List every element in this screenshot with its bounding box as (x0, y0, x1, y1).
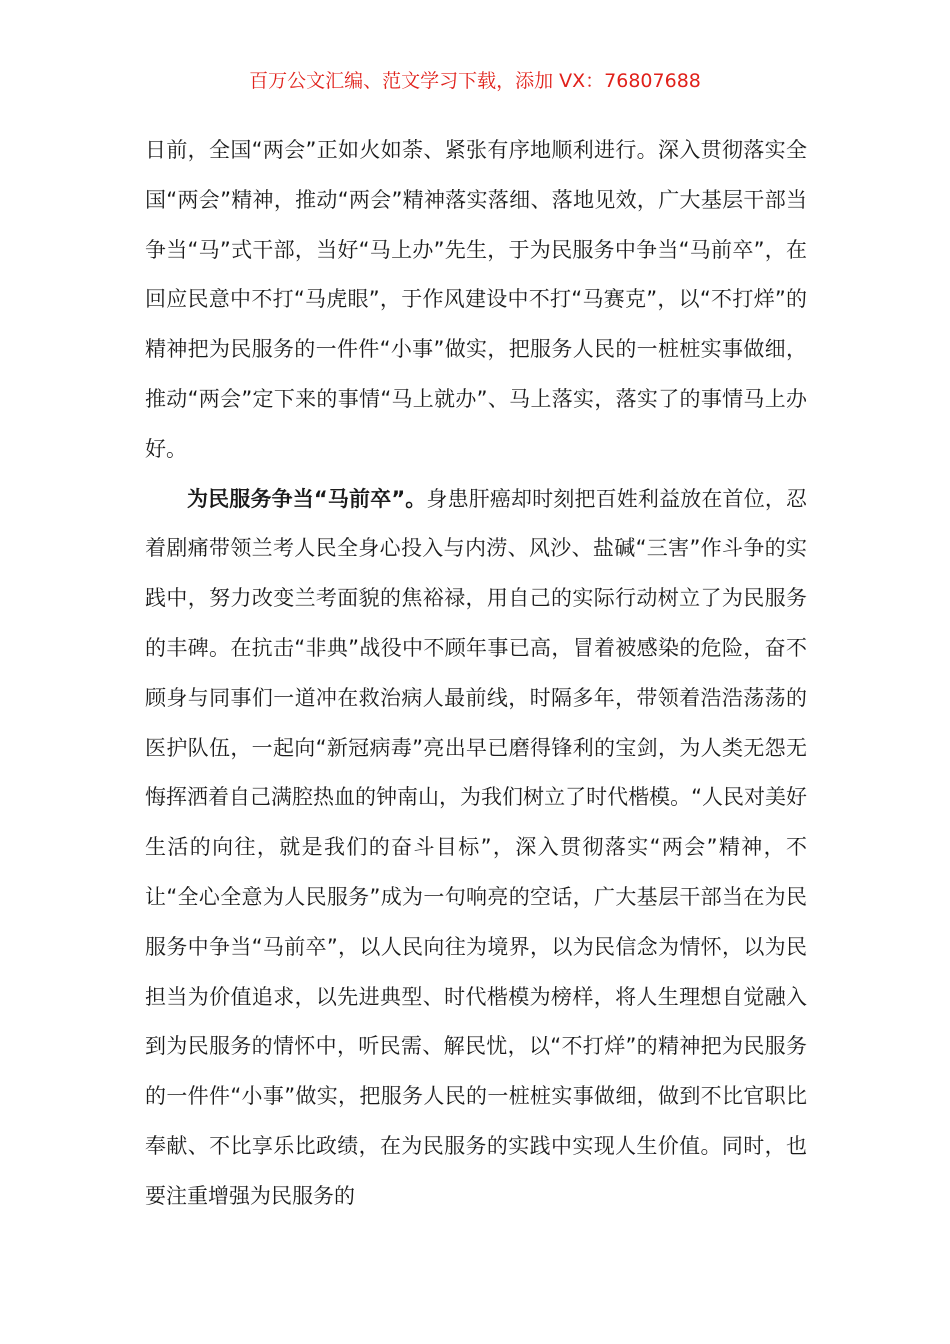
paragraph-service-text: 身患肝癌却时刻把百姓利益放在首位，忍着剧痛带领兰考人民全身心投入与内涝、风沙、盐碱“三害”作斗争的实践中，努力改变兰考面貌的焦裕禄，用自己的实际行动树立了为民服务的丰碑。在抗击“非典”战役中不顾年事已高，冒着被感染的危险，奋不顾身与同事们一道冲在救治病人最前线，时隔多年，带领着浩浩荡荡的医护队伍，一起向“新冠病毒”亮出早已磨得锋利的宝剑，为人类无怨无悔挥洒着自己满腔热血的钟南山，为我们树立了时代楷模。“人民对美好生活的向往，就是我们的奋斗目标”，深入贯彻落实“两会”精神，不让“全心全意为人民服务”成为一句响亮的空话，广大基层干部当在为民服务中争当“马前卒”，以人民向往为境界，以为民信念为情怀，以为民担当为价值追求，以先进典型、时代楷模为榜样，将人生理想自觉融入到为民服务的情怀中，听民需、解民忧，以“不打烊”的精神把为民服务的一件件“小事”做实，把服务人民的一桩桩实事做细，做到不比官职比奉献、不比享乐比政绩，在为民服务的实践中实现人生价值。同时，也要注重增强为民服务的 (145, 486, 807, 1208)
paragraph-service (145, 475, 807, 1222)
paragraph-service-heading: 为民服务争当“马前卒”。 (187, 486, 427, 511)
paragraph-intro (145, 126, 807, 475)
download-notice-header: 百万公文汇编、范文学习下载，添加 VX：76807688 (249, 70, 701, 92)
paragraph-intro-text: 日前，全国“两会”正如火如荼、紧张有序地顺利进行。深入贯彻落实全国“两会”精神，推动“两会”精神落实落细、落地见效，广大基层干部当争当“马”式干部，当好“马上办”先生，于为民服务中争当“马前卒”，在回应民意中不打“马虎眼”，于作风建设中不打“马赛克”，以“不打烊”的精神把为民服务的一件件“小事”做实，把服务人民的一桩桩实事做细，推动“两会”定下来的事情“马上就办”、马上落实，落实了的事情马上办好。 (145, 138, 807, 461)
article-body (145, 126, 807, 1222)
